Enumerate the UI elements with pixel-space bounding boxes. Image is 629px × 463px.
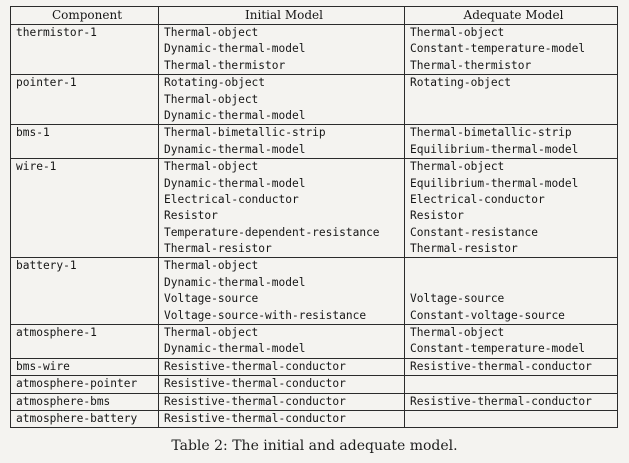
initial-model-cell	[159, 75, 405, 125]
adequate-model-cell	[405, 358, 618, 375]
adequate-model-cell	[405, 25, 618, 75]
adequate-model-cell	[405, 325, 618, 359]
initial-model-cell	[159, 376, 405, 393]
initial-model-line: Dynamic-thermal-model	[164, 342, 306, 356]
initial-model-line: Thermal-bimetallic-strip	[164, 126, 326, 140]
component-cell: atmosphere-bms	[11, 393, 159, 410]
initial-model-line: Dynamic-thermal-model	[164, 275, 306, 289]
initial-model-line: Voltage-source-with-resistance	[164, 308, 367, 322]
adequate-model-cell	[405, 125, 618, 159]
adequate-model-line	[410, 108, 617, 124]
table-row	[11, 411, 618, 428]
adequate-model-line: Rotating-object	[410, 76, 512, 90]
table-row	[11, 258, 618, 325]
initial-model-line: Resistive-thermal-conductor	[164, 394, 346, 408]
adequate-model-cell	[405, 376, 618, 393]
table-row	[11, 376, 618, 393]
adequate-model-line: Constant-temperature-model	[410, 42, 586, 56]
adequate-model-cell	[405, 258, 618, 325]
adequate-model-line: Thermal-bimetallic-strip	[410, 126, 572, 140]
initial-model-line: Thermal-object	[164, 92, 259, 106]
adequate-model-line: Constant-temperature-model	[410, 342, 586, 356]
table-row	[11, 358, 618, 375]
initial-model-cell	[159, 258, 405, 325]
component-cell: bms-wire	[11, 358, 159, 375]
adequate-model-line: Thermal-resistor	[410, 242, 518, 256]
adequate-model-line: Resistor	[410, 209, 464, 223]
initial-model-line: Thermal-object	[164, 160, 259, 174]
adequate-model-line: Resistive-thermal-conductor	[410, 359, 592, 373]
initial-model-line: Resistive-thermal-conductor	[164, 377, 346, 391]
adequate-model-line	[410, 411, 617, 427]
component-cell: atmosphere-pointer	[11, 376, 159, 393]
table-row	[11, 25, 618, 75]
component-cell: atmosphere-1	[11, 325, 159, 359]
adequate-model-line: Thermal-object	[410, 160, 505, 174]
adequate-model-cell	[405, 75, 618, 125]
adequate-model-line	[410, 275, 617, 291]
adequate-model-line: Constant-resistance	[410, 225, 538, 239]
table-row	[11, 75, 618, 125]
table-header-row	[11, 7, 618, 25]
header-component: Component	[11, 7, 159, 25]
adequate-model-cell	[405, 159, 618, 258]
table-row	[11, 325, 618, 359]
header-adequate-model: Adequate Model	[405, 7, 618, 25]
initial-model-line: Electrical-conductor	[164, 192, 299, 206]
component-cell: wire-1	[11, 159, 159, 258]
initial-model-cell	[159, 159, 405, 258]
component-cell: thermistor-1	[11, 25, 159, 75]
model-table	[10, 6, 618, 428]
initial-model-cell	[159, 393, 405, 410]
initial-model-line: Rotating-object	[164, 76, 266, 90]
table-row	[11, 125, 618, 159]
initial-model-cell	[159, 25, 405, 75]
adequate-model-cell	[405, 411, 618, 428]
initial-model-line: Dynamic-thermal-model	[164, 142, 306, 156]
initial-model-line: Resistive-thermal-conductor	[164, 359, 346, 373]
initial-model-line: Thermal-resistor	[164, 242, 272, 256]
initial-model-line: Dynamic-thermal-model	[164, 42, 306, 56]
initial-model-cell	[159, 125, 405, 159]
adequate-model-line: Resistive-thermal-conductor	[410, 394, 592, 408]
component-cell: pointer-1	[11, 75, 159, 125]
adequate-model-line	[410, 92, 617, 108]
adequate-model-line	[410, 376, 617, 392]
table-body	[11, 25, 618, 428]
adequate-model-line: Equilibrium-thermal-model	[410, 176, 579, 190]
component-cell: battery-1	[11, 258, 159, 325]
adequate-model-cell	[405, 393, 618, 410]
component-cell: atmosphere-battery	[11, 411, 159, 428]
table-row	[11, 159, 618, 258]
initial-model-cell	[159, 411, 405, 428]
initial-model-line: Voltage-source	[164, 292, 259, 306]
initial-model-line: Thermal-object	[164, 259, 259, 273]
adequate-model-line: Voltage-source	[410, 292, 505, 306]
table-row	[11, 393, 618, 410]
adequate-model-line: Thermal-thermistor	[410, 58, 532, 72]
initial-model-line: Resistive-thermal-conductor	[164, 412, 346, 426]
adequate-model-line: Constant-voltage-source	[410, 308, 565, 322]
header-initial-model: Initial Model	[159, 7, 405, 25]
adequate-model-line: Electrical-conductor	[410, 192, 545, 206]
adequate-model-line: Thermal-object	[410, 326, 505, 340]
initial-model-line: Dynamic-thermal-model	[164, 108, 306, 122]
table-caption: Table 2: The initial and adequate model.	[171, 438, 458, 454]
initial-model-cell	[159, 325, 405, 359]
initial-model-line: Thermal-object	[164, 26, 259, 39]
adequate-model-line: Equilibrium-thermal-model	[410, 142, 579, 156]
initial-model-line: Temperature-dependent-resistance	[164, 225, 380, 239]
initial-model-line: Dynamic-thermal-model	[164, 176, 306, 190]
initial-model-line: Resistor	[164, 209, 218, 223]
component-cell: bms-1	[11, 125, 159, 159]
adequate-model-line: Thermal-object	[410, 26, 505, 39]
initial-model-line: Thermal-object	[164, 326, 259, 340]
initial-model-line: Thermal-thermistor	[164, 58, 286, 72]
adequate-model-line	[410, 258, 617, 274]
initial-model-cell	[159, 358, 405, 375]
